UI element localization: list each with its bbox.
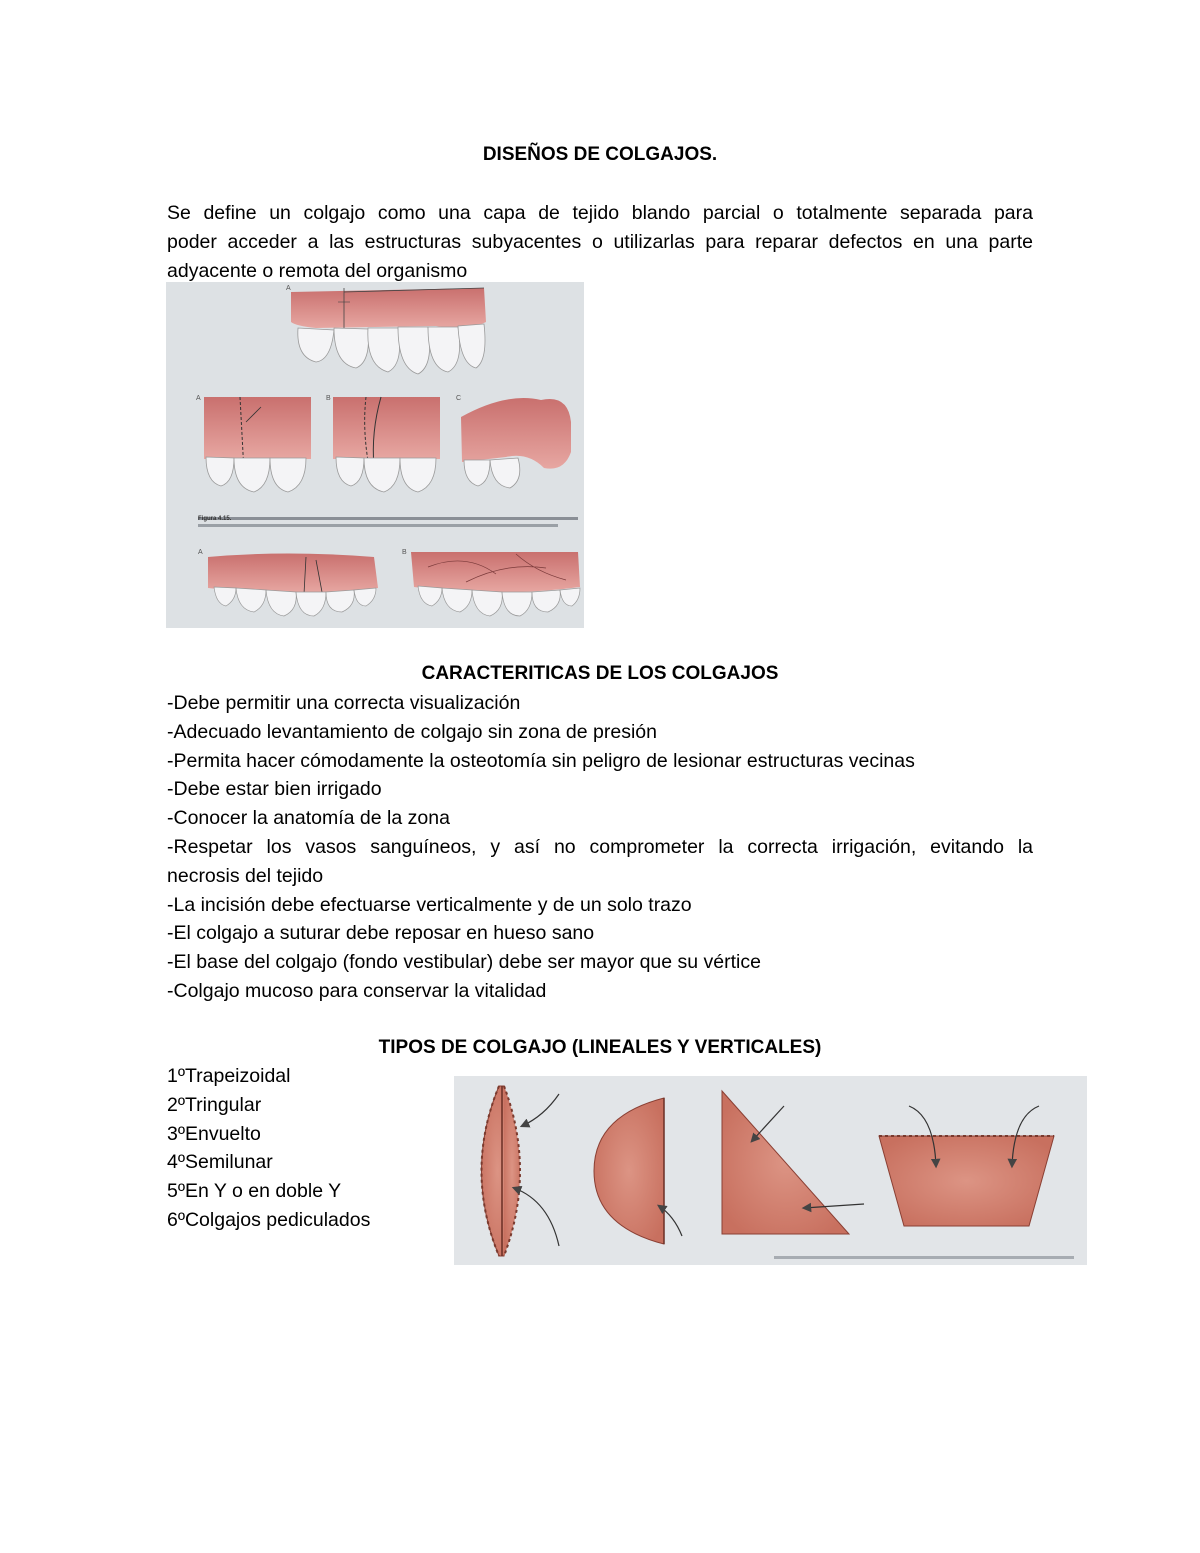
flap-types-list [167,1062,447,1235]
figure-panel-label: C [456,395,462,402]
list-item: -Respetar los vasos sanguíneos, y así no comprometer la correcta irrigación, evitando la [167,835,1033,858]
gum-tissue [333,397,440,459]
list-item: 5ºEn Y o en doble Y [167,1180,342,1203]
trapezoidal-flap-shape [879,1136,1054,1226]
intro-line: poder acceder a las estructuras subyacentes o utilizarlas para reparar defectos en una parte [167,231,1033,253]
figure-caption [198,517,578,520]
list-item: -El colgajo a suturar debe reposar en hueso sano [167,922,595,945]
figure-panel-label: A [196,395,201,402]
list-item: 3ºEnvuelto [167,1122,261,1145]
gum-tissue [208,554,378,594]
list-item: -Colgajo mucoso para conservar la vitalidad [167,979,547,1002]
figure-caption [774,1256,1074,1259]
list-item: -El base del colgajo (fondo vestibular) debe ser mayor que su vértice [167,951,761,974]
list-item: 4ºSemilunar [167,1151,273,1174]
list-item: 6ºColgajos pediculados [167,1208,371,1231]
gum-tissue [204,397,311,459]
intro-line: adyacente o remota del organismo [167,260,468,282]
intro-paragraph [167,199,1033,286]
figure-panel-label: A [198,549,203,556]
list-item: necrosis del tejido [167,864,324,887]
figure-caption-title: Figura 4.15. [198,516,232,522]
page-title: DISEÑOS DE COLGAJOS. [482,144,718,165]
list-item: -Debe permitir una correcta visualización [167,692,521,714]
flap-incision-figure [166,282,584,628]
characteristics-heading: CARACTERITICAS DE LOS COLGAJOS [421,663,779,684]
types-heading: TIPOS DE COLGAJO (LINEALES Y VERTICALES) [378,1037,822,1058]
gum-tissue [411,552,580,593]
figure-panel-label: B [326,395,331,402]
list-item: -La incisión debe efectuarse verticalmente y de un solo trazo [167,893,692,916]
figure-panel-label: B [402,549,407,556]
characteristics-list [167,689,1033,1006]
list-item: -Permita hacer cómodamente la osteotomía sin peligro de lesionar estructuras vecinas [167,749,915,772]
list-item: -Conocer la anatomía de la zona [167,807,450,830]
list-item: 1ºTrapeizoidal [167,1065,291,1087]
list-item: -Debe estar bien irrigado [167,778,382,801]
gum-tissue [291,288,486,328]
list-item: -Adecuado levantamiento de colgajo sin zona de presión [167,720,657,743]
list-item: 2ºTringular [167,1093,262,1116]
figure-panel-label: A [286,285,291,292]
intro-line: Se define un colgajo como una capa de tejido blando parcial o totalmente separada para [167,202,1033,224]
flap-shapes-figure [454,1076,1087,1265]
